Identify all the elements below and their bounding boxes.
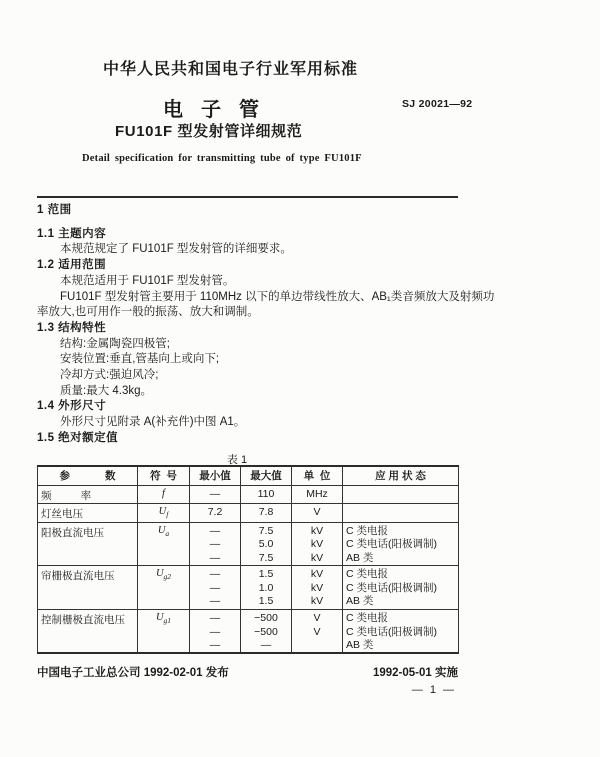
cell-unit (292, 485, 343, 503)
cell-parameter: 阳极直流电压 (38, 522, 138, 566)
cell-max-value-line: 1.0 (258, 581, 274, 594)
cell-max-value (241, 610, 292, 654)
cell-application-state (343, 610, 459, 654)
symbol-base: U (158, 505, 167, 517)
cell-application-state-line: C 类电话(阳极调制) (346, 625, 437, 638)
document-title: 电子管 (163, 99, 277, 121)
cell-symbol (138, 610, 190, 654)
cell-min-value-line: 7.2 (207, 505, 223, 518)
cell-unit-line: MHz (306, 487, 328, 500)
footer-divider (37, 652, 458, 654)
cell-max-value-line: 7.5 (258, 551, 274, 564)
cell-application-state-line: C 类电话(阳极调制) (346, 538, 437, 550)
cell-application-state-line: C 类电报 (346, 524, 388, 537)
symbol-base: U (155, 612, 164, 623)
body-line: 1 范围 (37, 204, 72, 216)
document-subtitle-english: Detail specification for transmitting tube of type FU101F (82, 153, 362, 164)
cell-application-state (343, 522, 459, 566)
absolute-ratings-table (37, 465, 459, 654)
cell-min-value (190, 522, 241, 566)
cell-min-value-line: — (209, 538, 221, 550)
table-header-cell: 符 号 (138, 466, 190, 485)
cell-min-value-line: — (209, 581, 221, 594)
cell-max-value-line: — (260, 639, 272, 651)
page-number: — 1 — (411, 684, 456, 696)
cell-min-value-line: — (209, 612, 221, 624)
body-line: 质量:最大 4.3kg。 (60, 384, 153, 397)
cell-min-value (190, 485, 241, 503)
cell-unit-line: V (313, 625, 321, 638)
cell-max-value (241, 522, 292, 566)
cell-symbol (138, 485, 190, 503)
body-line: FU101F 型发射管主要用于 110MHz 以下的单边带线性放大、AB₁类音频放大及射频功 (60, 290, 495, 303)
footer (37, 664, 458, 680)
cell-unit-line: V (313, 505, 321, 518)
cell-application-state (343, 503, 459, 522)
cell-symbol (138, 522, 190, 566)
cell-unit (292, 610, 343, 654)
cell-min-value-line: — (209, 568, 221, 580)
standard-number: SJ 20021—92 (402, 98, 473, 110)
body-line: 率放大,也可用作一般的振荡、放大和调制。 (37, 306, 259, 319)
cell-min-value-line: — (209, 639, 221, 651)
body-text (37, 203, 495, 447)
cell-unit (292, 503, 343, 522)
cell-max-value-line: 110 (257, 487, 275, 500)
symbol-base: f (162, 487, 165, 499)
cell-min-value-line: — (209, 595, 221, 607)
cell-unit-line: kV (310, 551, 324, 564)
cell-application-state (343, 566, 459, 610)
symbol-subscript: f (166, 509, 169, 519)
cell-application-state-line: AB 类 (346, 595, 374, 607)
cell-application-state-line: AB 类 (346, 551, 374, 564)
body-line: 1.5 绝对额定值 (37, 431, 119, 444)
body-line: 安装位置:垂直,管基向上或向下; (60, 353, 220, 366)
table-header-cell: 最小值 (190, 466, 241, 485)
table-row (38, 485, 459, 503)
table-caption: 表 1 (226, 454, 248, 466)
symbol-base: U (157, 524, 166, 536)
table-row (38, 610, 459, 654)
cell-min-value-line: — (209, 625, 221, 638)
body-line: 本规范规定了 FU101F 型发射管的详细要求。 (60, 243, 292, 256)
cell-max-value (241, 566, 292, 610)
table-header-row (38, 466, 459, 485)
cell-application-state-line: AB 类 (346, 639, 374, 651)
cell-max-value-line: −500 (254, 625, 278, 638)
cell-unit-line: kV (310, 595, 324, 607)
symbol-base: U (155, 568, 164, 579)
cell-parameter: 控制栅极直流电压 (38, 610, 138, 654)
body-line: 外形尺寸见附录 A(补充件)中图 A1。 (60, 416, 246, 429)
table-row (38, 522, 459, 566)
body-line: 结构:金属陶瓷四极管; (60, 337, 170, 350)
cell-application-state-line: C 类电话(阳极调制) (346, 581, 437, 594)
cell-unit-line: kV (310, 538, 324, 550)
cell-max-value-line: 1.5 (258, 568, 274, 580)
body-line: 1.4 外形尺寸 (37, 400, 107, 413)
standard-name: 中华人民共和国电子行业军用标准 (103, 61, 359, 78)
cell-max-value-line: −500 (254, 612, 278, 624)
cell-unit-line: kV (310, 568, 324, 580)
symbol-subscript: a (165, 528, 170, 538)
cell-unit-line (295, 639, 339, 653)
cell-unit (292, 566, 343, 610)
cell-application-state (343, 485, 459, 503)
cell-min-value (190, 503, 241, 522)
document-subtitle: FU101F 型发射管详细规范 (115, 123, 303, 140)
cell-application-state-line (346, 488, 455, 502)
cell-max-value (241, 503, 292, 522)
cell-min-value (190, 566, 241, 610)
cell-application-state-line (346, 506, 455, 520)
cell-unit (292, 522, 343, 566)
cell-max-value-line: 7.5 (258, 524, 274, 537)
table-header-cell: 单 位 (292, 466, 343, 485)
table-body (38, 466, 459, 653)
footer-implementation-date: 1992-05-01 实施 (372, 667, 458, 679)
cell-max-value-line: 5.0 (258, 538, 274, 550)
cell-parameter: 帘栅极直流电压 (38, 566, 138, 610)
body-line: 本规范适用于 FU101F 型发射管。 (60, 274, 235, 287)
table-row (38, 503, 459, 522)
symbol-subscript: g2 (163, 572, 172, 582)
cell-application-state-line: C 类电报 (346, 612, 388, 624)
table-row (38, 566, 459, 610)
cell-unit-line: V (313, 612, 321, 624)
cell-parameter: 频 率 (38, 485, 138, 503)
cell-min-value-line: — (209, 551, 221, 564)
table-header-cell: 应 用 状 态 (343, 466, 459, 485)
footer-publisher: 中国电子工业总公司 1992-02-01 发布 (37, 667, 229, 679)
symbol-subscript: g1 (163, 616, 172, 626)
body-line: 1.2 适用范围 (37, 259, 107, 272)
body-line: 1.1 主题内容 (37, 227, 107, 240)
header-divider (37, 196, 458, 198)
table-header-cell: 最大值 (241, 466, 292, 485)
table-header-cell: 参 数 (38, 466, 138, 485)
cell-symbol (138, 503, 190, 522)
body-line: 冷却方式:强迫风冷; (60, 369, 159, 382)
cell-min-value (190, 610, 241, 654)
cell-symbol (138, 566, 190, 610)
cell-max-value-line: 7.8 (258, 505, 274, 518)
cell-parameter: 灯丝电压 (38, 503, 138, 522)
cell-unit-line: kV (310, 581, 324, 594)
cell-unit-line: kV (310, 524, 324, 537)
cell-max-value-line: 1.5 (258, 595, 274, 607)
cell-min-value-line: — (209, 487, 221, 500)
cell-min-value-line: — (209, 524, 221, 537)
body-line: 1.3 结构特性 (37, 321, 107, 334)
cell-application-state-line: C 类电报 (346, 568, 388, 580)
cell-max-value (241, 485, 292, 503)
